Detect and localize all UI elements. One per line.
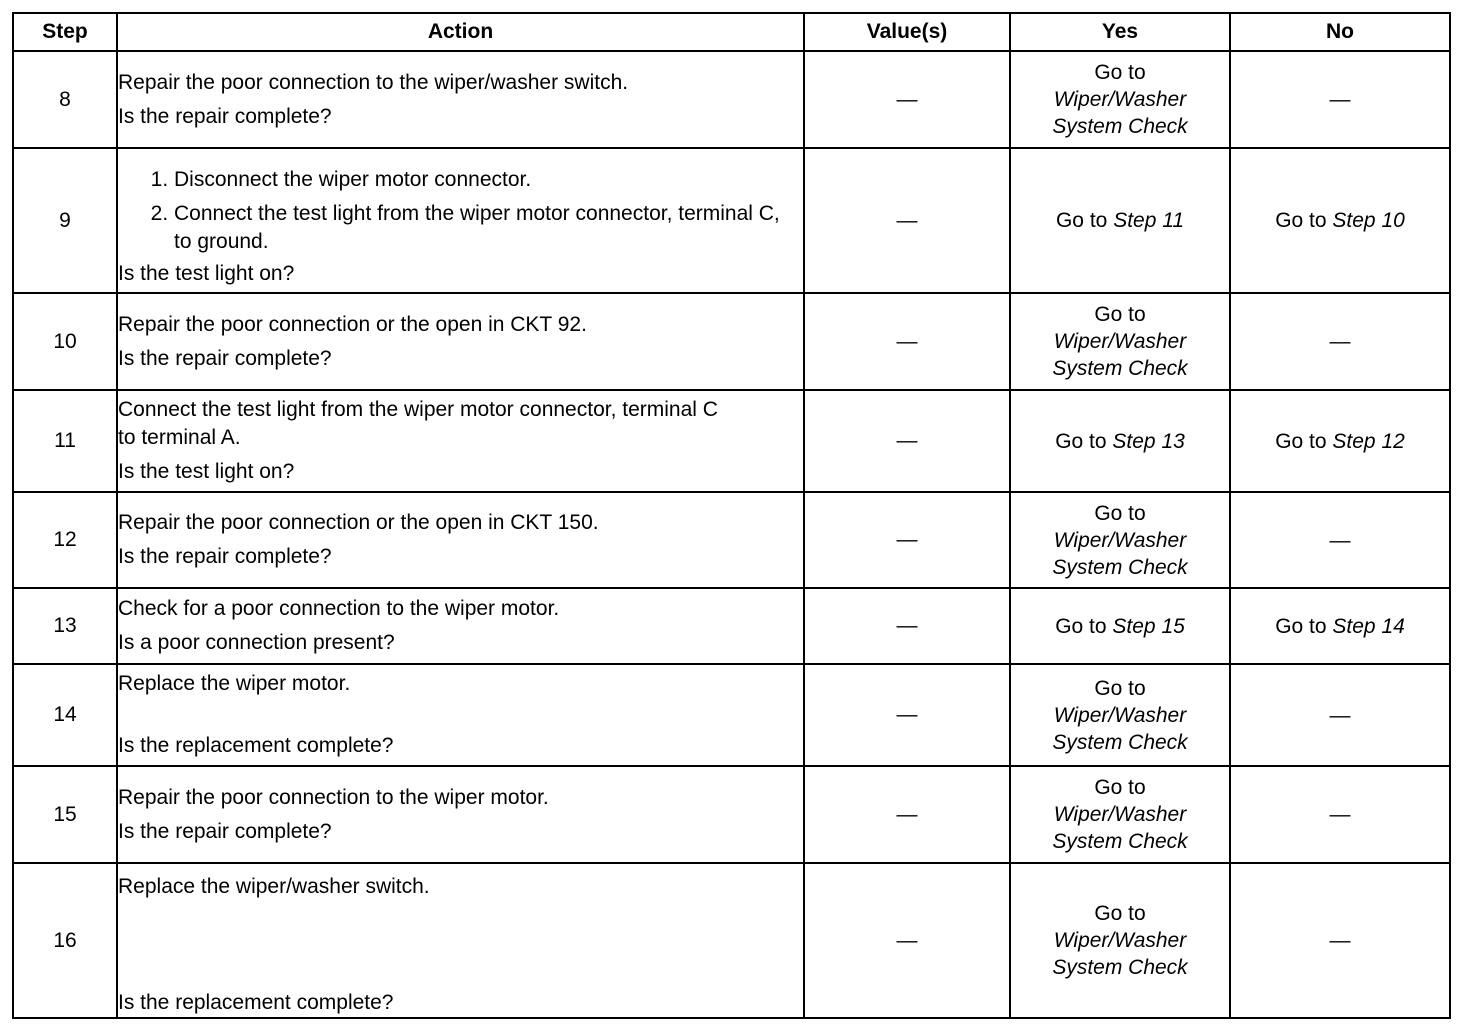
step-number: 12 (13, 492, 117, 588)
table-row (13, 148, 1450, 293)
step-number: 10 (13, 293, 117, 390)
action-question: Is the repair complete? (118, 104, 332, 128)
step-link[interactable]: Step 10 (1332, 209, 1405, 232)
no-cell: — (1230, 664, 1450, 766)
go-to-label: Go to (1275, 614, 1327, 638)
yes-cell (1010, 766, 1230, 863)
step-link[interactable]: Step 14 (1332, 614, 1405, 638)
action-list-item: 1. Disconnect the wiper motor connector. (174, 166, 803, 194)
action-text: Check for a poor connection to the wiper motor. (118, 597, 560, 620)
step-number: 15 (13, 766, 117, 863)
yes-cell (1010, 664, 1230, 766)
action-question: Is the repair complete? (118, 819, 332, 843)
header-row (13, 13, 1450, 51)
value-cell: — (804, 664, 1010, 766)
step-number: 16 (13, 863, 117, 1018)
wiper-washer-link[interactable]: Wiper/Washer (1053, 528, 1187, 552)
header-step: Step (13, 13, 117, 51)
value-cell: — (804, 766, 1010, 863)
table-row (13, 390, 1450, 492)
step-link[interactable]: Step 13 (1112, 429, 1185, 453)
action-cell (117, 148, 804, 293)
yes-cell (1010, 492, 1230, 588)
header-yes: Yes (1010, 13, 1230, 51)
action-text: Connect the test light from the wiper motor connector, terminal C to terminal A. (118, 398, 718, 449)
step-number: 13 (13, 588, 117, 664)
wiper-washer-link[interactable]: Wiper/Washer (1053, 88, 1187, 111)
table-row (13, 51, 1450, 148)
wiper-washer-link[interactable]: Wiper/Washer (1053, 929, 1187, 952)
go-to-label: Go to (1094, 676, 1146, 700)
step-number: 9 (13, 148, 117, 293)
yes-cell (1010, 293, 1230, 390)
action-cell (117, 492, 804, 588)
value-cell: — (804, 148, 1010, 293)
no-cell: — (1230, 492, 1450, 588)
no-cell: — (1230, 766, 1450, 863)
step-number: 14 (13, 664, 117, 766)
go-to-label: Go to (1055, 209, 1108, 232)
yes-cell (1010, 148, 1230, 293)
system-check-link[interactable]: System Check (1052, 956, 1188, 979)
action-text: Replace the wiper motor. (118, 672, 351, 695)
header-values: Value(s) (804, 13, 1010, 51)
action-cell (117, 293, 804, 390)
no-cell (1230, 390, 1450, 492)
table-row (13, 588, 1450, 664)
value-cell: — (804, 588, 1010, 664)
action-cell (117, 588, 804, 664)
action-question: Is the repair complete? (118, 346, 332, 370)
action-text: Replace the wiper/washer switch. (118, 874, 430, 898)
go-to-label: Go to (1094, 902, 1146, 925)
yes-cell (1010, 863, 1230, 1018)
go-to-label: Go to (1094, 501, 1146, 525)
value-cell: — (804, 293, 1010, 390)
step-number: 8 (13, 51, 117, 148)
no-cell (1230, 588, 1450, 664)
value-cell: — (804, 51, 1010, 148)
wiper-washer-link[interactable]: Wiper/Washer (1053, 330, 1187, 353)
header-no: No (1230, 13, 1450, 51)
no-cell: — (1230, 51, 1450, 148)
no-cell: — (1230, 293, 1450, 390)
system-check-link[interactable]: System Check (1052, 730, 1188, 754)
action-cell (117, 390, 804, 492)
value-cell: — (804, 390, 1010, 492)
go-to-label: Go to (1094, 61, 1146, 84)
action-text: Repair the poor connection to the wiper/washer switch. (118, 70, 629, 94)
step-link[interactable]: Step 12 (1332, 429, 1405, 453)
system-check-link[interactable]: System Check (1052, 115, 1188, 138)
no-cell: — (1230, 863, 1450, 1018)
action-text: Repair the poor connection or the open in CKT 92. (118, 312, 587, 336)
yes-cell (1010, 390, 1230, 492)
go-to-label: Go to (1055, 429, 1107, 453)
system-check-link[interactable]: System Check (1052, 357, 1188, 380)
action-text: Repair the poor connection to the wiper motor. (118, 785, 549, 809)
go-to-label: Go to (1094, 776, 1146, 799)
no-cell (1230, 148, 1450, 293)
step-number: 11 (13, 390, 117, 492)
system-check-link[interactable]: System Check (1052, 555, 1188, 579)
header-action: Action (117, 13, 804, 51)
go-to-label: Go to (1275, 209, 1327, 232)
action-list-item: 2. Connect the test light from the wiper motor connector, terminal C, to ground. (174, 200, 803, 256)
table-row (13, 766, 1450, 863)
value-cell: — (804, 863, 1010, 1018)
wiper-washer-link[interactable]: Wiper/Washer (1053, 803, 1187, 826)
action-text: Repair the poor connection or the open in CKT 150. (118, 511, 599, 534)
go-to-label: Go to (1094, 303, 1146, 326)
table-row (13, 863, 1450, 1018)
value-cell: — (804, 492, 1010, 588)
action-question: Is the test light on? (118, 460, 295, 483)
table-row (13, 293, 1450, 390)
wiper-washer-link[interactable]: Wiper/Washer (1053, 703, 1187, 727)
table-row (13, 492, 1450, 588)
go-to-label: Go to (1055, 614, 1107, 638)
go-to-label: Go to (1275, 429, 1327, 453)
action-question: Is a poor connection present? (118, 631, 395, 654)
step-link[interactable]: Step 11 (1113, 209, 1185, 232)
step-link[interactable]: Step 15 (1112, 614, 1185, 638)
action-cell (117, 863, 804, 1018)
action-question: Is the replacement complete? (118, 990, 394, 1014)
action-cell (117, 664, 804, 766)
diagnostic-table (12, 12, 1451, 1019)
yes-cell (1010, 51, 1230, 148)
system-check-link[interactable]: System Check (1052, 830, 1188, 853)
yes-cell (1010, 588, 1230, 664)
action-question: Is the replacement complete? (118, 734, 394, 757)
action-question: Is the repair complete? (118, 545, 332, 568)
table-row (13, 664, 1450, 766)
action-cell (117, 51, 804, 148)
action-list (118, 166, 803, 256)
action-cell (117, 766, 804, 863)
action-question: Is the test light on? (118, 261, 295, 285)
